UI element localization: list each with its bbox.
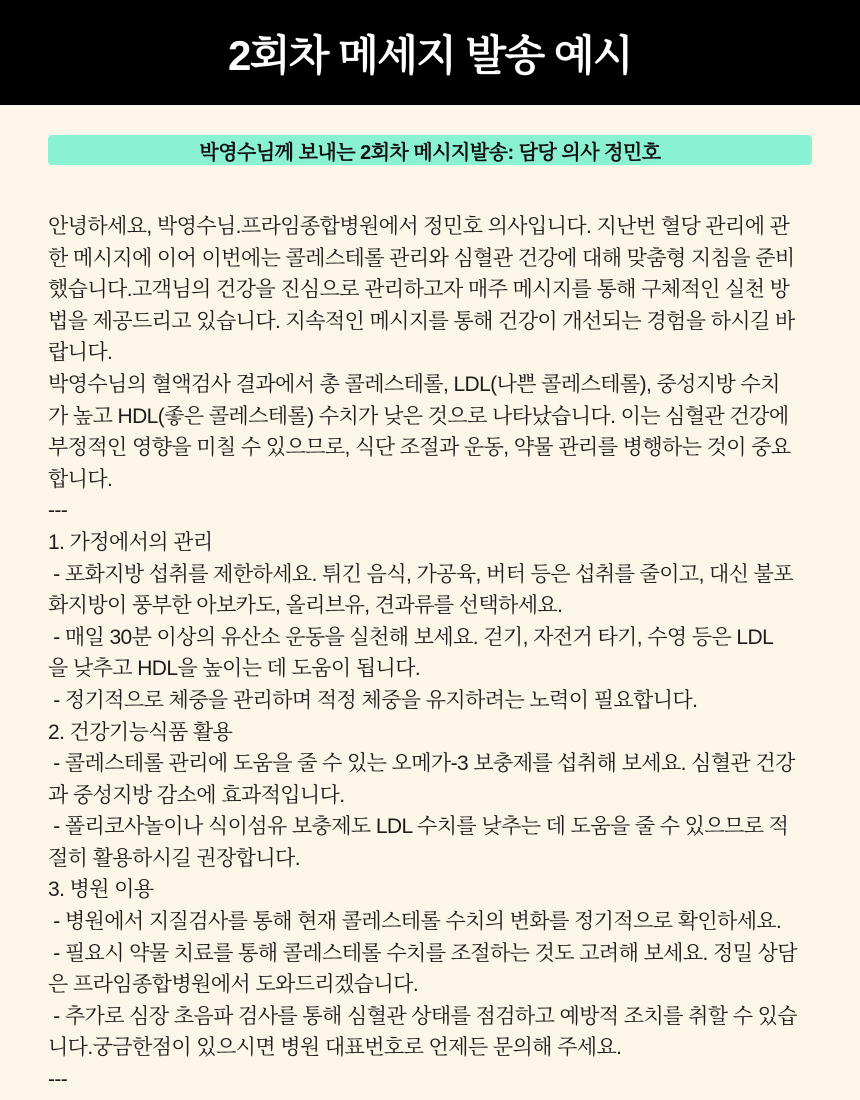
- recipient-banner-text: 박영수님께 보내는 2회차 메시지발송: 담당 의사 정민호: [199, 141, 661, 164]
- message-line: 과 중성지방 감소에 효과적입니다.: [48, 783, 345, 807]
- message-line: - 콜레스테롤 관리에 도움을 줄 수 있는 오메가-3 보충제를 섭취해 보세요. 심혈관 건강: [48, 752, 795, 776]
- message-line: 은 프라임종합병원에서 도와드리겠습니다.: [48, 973, 419, 997]
- content-area: [0, 135, 860, 1096]
- message-line: 부정적인 영향을 미칠 수 있으므로, 식단 조절과 운동, 약물 관리를 병행하는 것이 중요: [48, 436, 791, 460]
- message-line: 가 높고 HDL(좋은 콜레스테롤) 수치가 낮은 것으로 나타났습니다. 이는 심혈관 건강에: [48, 404, 789, 428]
- message-line: 한 메시지에 이어 이번에는 콜레스테롤 관리와 심혈관 건강에 대해 맞춤형 지침을 준비: [48, 246, 795, 270]
- message-line: - 포화지방 섭취를 제한하세요. 튀긴 음식, 가공육, 버터 등은 섭취를 줄이고, 대신 불포: [48, 562, 794, 586]
- message-line: 했습니다.고객님의 건강을 진심으로 관리하고자 매주 메시지를 통해 구체적인 실천 방: [48, 278, 790, 302]
- message-line: - 병원에서 지질검사를 통해 현재 콜레스테롤 수치의 변화를 정기적으로 확인하세요.: [48, 910, 782, 934]
- message-line: 랍니다.: [48, 341, 113, 365]
- message-line: 법을 제공드리고 있습니다. 지속적인 메시지를 통해 건강이 개선되는 경험을 하시길 바: [48, 309, 795, 333]
- message-line: - 추가로 심장 초음파 검사를 통해 심혈관 상태를 점검하고 예방적 조치를 취할 수 있습: [48, 1004, 797, 1028]
- message-line: - 폴리코사놀이나 식이섬유 보충제도 LDL 수치를 낮추는 데 도움을 줄 수 있으므로 적: [48, 815, 789, 839]
- recipient-banner: [48, 135, 812, 165]
- message-line: 안녕하세요, 박영수님.프라임종합병원에서 정민호 의사입니다. 지난번 혈당 관리에 관: [48, 215, 790, 238]
- message-line: - 필요시 약물 치료를 통해 콜레스테롤 수치를 조절하는 것도 고려해 보세요. 정밀 상담: [48, 941, 797, 965]
- message-line: - 정기적으로 체중을 관리하며 적정 체중을 유지하려는 노력이 필요합니다.: [48, 688, 698, 712]
- message-line: 화지방이 풍부한 아보카도, 올리브유, 견과류를 선택하세요.: [48, 594, 563, 618]
- message-line: - 매일 30분 이상의 유산소 운동을 실천해 보세요. 걷기, 자전거 타기, 수영 등은 LDL: [48, 625, 774, 649]
- message-line: 절히 활용하시길 권장합니다.: [48, 846, 300, 870]
- message-line: 니다.궁금한점이 있으시면 병원 대표번호로 언제든 문의해 주세요.: [48, 1036, 622, 1060]
- message-line: 3. 병원 이용: [48, 878, 154, 902]
- message-line: 박영수님의 혈액검사 결과에서 총 콜레스테롤, LDL(나쁜 콜레스테롤), 중성지방 수치: [48, 372, 780, 396]
- message-body: [48, 211, 812, 1096]
- message-line: 합니다.: [48, 467, 113, 491]
- page-title: 2회차 메세지 발송 예시: [227, 31, 632, 79]
- message-line: ---: [48, 1068, 68, 1092]
- header-banner: [0, 0, 860, 105]
- message-line: 1. 가정에서의 관리: [48, 530, 213, 554]
- message-line: ---: [48, 499, 68, 523]
- message-line: 2. 건강기능식품 활용: [48, 720, 233, 744]
- message-line: 을 낮추고 HDL을 높이는 데 도움이 됩니다.: [48, 657, 421, 681]
